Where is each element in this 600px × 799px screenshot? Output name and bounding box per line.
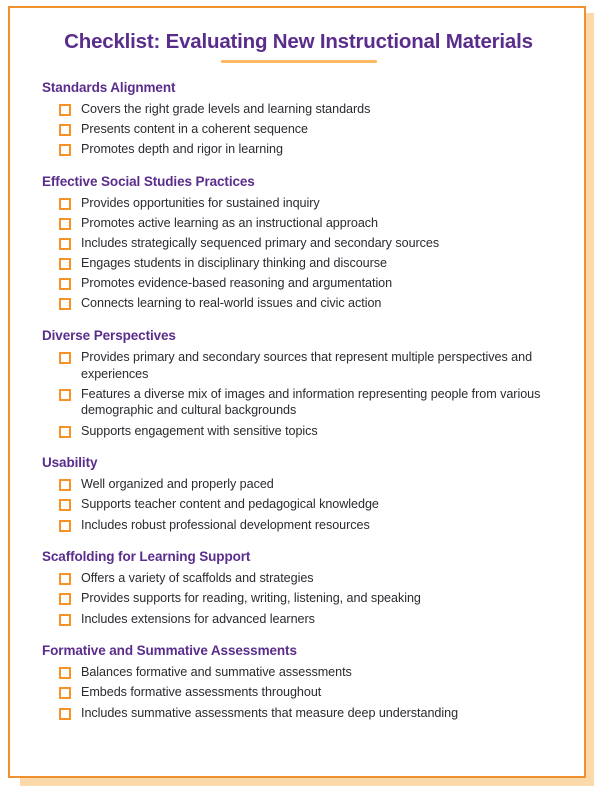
section-heading: Usability xyxy=(42,455,98,471)
checkbox-icon[interactable] xyxy=(59,593,71,605)
checklist-item[interactable] xyxy=(35,476,562,493)
checklist-item-label: Embeds formative assessments throughout xyxy=(81,685,322,700)
checklist-item-label: Promotes active learning as an instructional approach xyxy=(81,215,378,230)
checkbox-icon[interactable] xyxy=(59,218,71,230)
checklist-item[interactable] xyxy=(35,141,562,158)
checkbox-icon[interactable] xyxy=(59,426,71,438)
checkbox-icon[interactable] xyxy=(59,687,71,699)
checklist-item[interactable] xyxy=(35,590,562,607)
section-heading: Scaffolding for Learning Support xyxy=(42,549,251,565)
checkbox-icon[interactable] xyxy=(59,667,71,679)
checkbox-icon[interactable] xyxy=(59,614,71,626)
checklist-item[interactable] xyxy=(35,684,562,701)
checklist-item[interactable] xyxy=(35,570,562,587)
checklist-item[interactable] xyxy=(35,705,562,722)
checklist-item[interactable] xyxy=(35,255,562,272)
checklist-item[interactable] xyxy=(35,295,562,312)
checklist-item-label: Includes strategically sequenced primary and secondary sources xyxy=(81,235,440,250)
title-underline-rule xyxy=(221,60,377,63)
checkbox-icon[interactable] xyxy=(59,298,71,310)
checklist-item-label: Balances formative and summative assessments xyxy=(81,665,352,680)
checklist-section xyxy=(35,328,562,439)
checklist-item-label: Includes robust professional development resources xyxy=(81,517,370,532)
checkbox-icon[interactable] xyxy=(59,520,71,532)
checklist-item-label: Promotes evidence-based reasoning and argumentation xyxy=(81,276,393,291)
checklist-item-label: Presents content in a coherent sequence xyxy=(81,121,308,136)
page-title: Checklist: Evaluating New Instructional Materials xyxy=(64,30,533,53)
checklist-item-label: Promotes depth and rigor in learning xyxy=(81,141,283,156)
checkbox-icon[interactable] xyxy=(59,708,71,720)
checklist-item-label: Provides primary and secondary sources that represent multiple perspectives and experiences xyxy=(81,350,533,381)
checklist-item-label: Provides supports for reading, writing, listening, and speaking xyxy=(81,591,421,606)
checklist-item[interactable] xyxy=(35,423,562,440)
sections-container xyxy=(35,80,562,722)
checkbox-icon[interactable] xyxy=(59,238,71,250)
checklist-item-list xyxy=(35,195,562,312)
checklist-item-label: Supports engagement with sensitive topics xyxy=(81,423,318,438)
checkbox-icon[interactable] xyxy=(59,499,71,511)
checklist-item-label: Provides opportunities for sustained inquiry xyxy=(81,195,320,210)
checklist-item[interactable] xyxy=(35,517,562,534)
checklist-item[interactable] xyxy=(35,496,562,513)
checklist-item-list xyxy=(35,101,562,158)
checkbox-icon[interactable] xyxy=(59,104,71,116)
checklist-item[interactable] xyxy=(35,611,562,628)
checkbox-icon[interactable] xyxy=(59,258,71,270)
checklist-item-label: Includes extensions for advanced learners xyxy=(81,611,315,626)
title-block xyxy=(35,30,562,63)
checklist-item-list xyxy=(35,476,562,533)
checklist-content xyxy=(10,8,584,776)
checklist-item[interactable] xyxy=(35,235,562,252)
checklist-section xyxy=(35,549,562,627)
checklist-item-label: Supports teacher content and pedagogical knowledge xyxy=(81,497,379,512)
checkbox-icon[interactable] xyxy=(59,573,71,585)
checklist-section xyxy=(35,455,562,533)
checkbox-icon[interactable] xyxy=(59,124,71,136)
checkbox-icon[interactable] xyxy=(59,389,71,401)
checklist-item-list xyxy=(35,570,562,627)
checklist-item-label: Engages students in disciplinary thinking and discourse xyxy=(81,256,387,271)
checklist-item[interactable] xyxy=(35,349,562,382)
checklist-item-label: Offers a variety of scaffolds and strategies xyxy=(81,571,314,586)
checklist-item-label: Includes summative assessments that measure deep understanding xyxy=(81,705,459,720)
checklist-item[interactable] xyxy=(35,121,562,138)
checkbox-icon[interactable] xyxy=(59,479,71,491)
checklist-section xyxy=(35,643,562,721)
section-heading: Formative and Summative Assessments xyxy=(42,643,297,659)
checklist-item[interactable] xyxy=(35,195,562,212)
checklist-item[interactable] xyxy=(35,664,562,681)
section-heading: Effective Social Studies Practices xyxy=(42,173,255,189)
checkbox-icon[interactable] xyxy=(59,198,71,210)
checkbox-icon[interactable] xyxy=(59,144,71,156)
checklist-section xyxy=(35,174,562,312)
checkbox-icon[interactable] xyxy=(59,278,71,290)
checklist-item[interactable] xyxy=(35,101,562,118)
checklist-item-label: Well organized and properly paced xyxy=(81,477,274,492)
checklist-item[interactable] xyxy=(35,275,562,292)
section-heading: Diverse Perspectives xyxy=(42,327,176,343)
checklist-item[interactable] xyxy=(35,215,562,232)
checklist-card xyxy=(8,6,586,778)
checklist-item-list xyxy=(35,664,562,721)
section-heading: Standards Alignment xyxy=(42,79,176,95)
checkbox-icon[interactable] xyxy=(59,352,71,364)
checklist-item-label: Connects learning to real-world issues and civic action xyxy=(81,296,382,311)
checklist-item[interactable] xyxy=(35,386,562,419)
checklist-item-label: Features a diverse mix of images and information representing people from various demographic and cultural backgrounds xyxy=(81,386,541,418)
checklist-item-list xyxy=(35,349,562,439)
checklist-section xyxy=(35,80,562,158)
checklist-item-label: Covers the right grade levels and learning standards xyxy=(81,101,371,116)
